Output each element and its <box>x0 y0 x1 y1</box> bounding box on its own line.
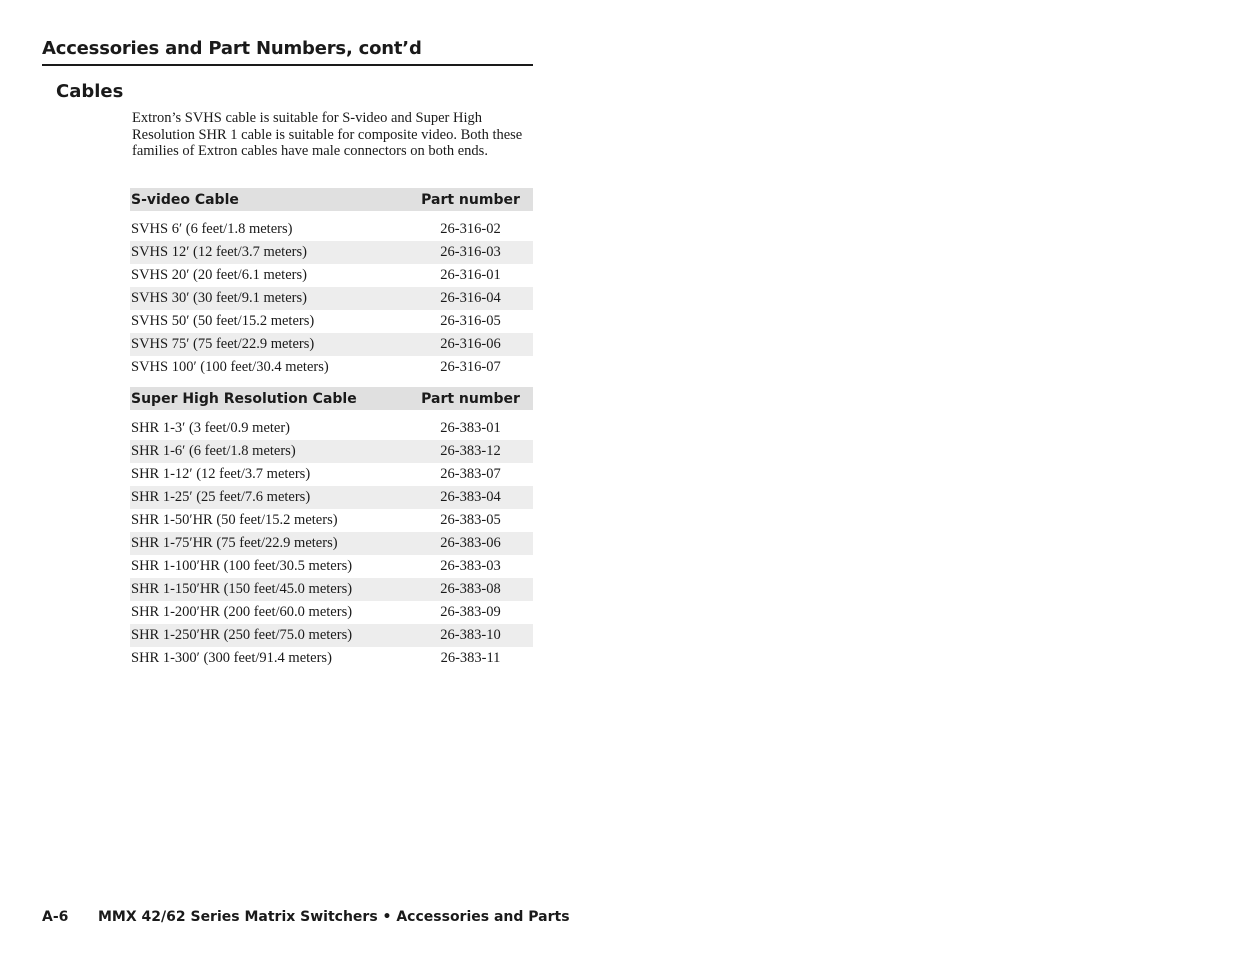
page-footer <box>42 909 570 925</box>
cable-name: SVHS 75′ (75 feet/22.9 meters) <box>131 336 315 352</box>
cable-name: SHR 1-150′HR (150 feet/45.0 meters) <box>131 581 353 597</box>
table-row <box>130 601 533 624</box>
table-row <box>130 624 533 647</box>
shr-cable-table <box>130 387 533 670</box>
svideo-cable-table <box>130 188 533 379</box>
part-number: 26-316-01 <box>440 267 501 283</box>
cable-name: SVHS 30′ (30 feet/9.1 meters) <box>131 290 307 306</box>
cable-name: SVHS 100′ (100 feet/30.4 meters) <box>131 359 329 375</box>
cable-name: SHR 1-250′HR (250 feet/75.0 meters) <box>131 627 353 643</box>
footer-title: MMX 42/62 Series Matrix Switchers • Accessories and Parts <box>98 909 570 925</box>
table-header <box>130 387 533 410</box>
table-header <box>130 188 533 211</box>
part-number: 26-316-06 <box>440 336 501 352</box>
part-number: 26-383-11 <box>440 650 501 666</box>
section-heading-cables: Cables <box>56 81 124 102</box>
table-row <box>130 241 533 264</box>
table-row <box>130 417 533 440</box>
column-header-cable: S-video Cable <box>131 191 239 208</box>
table-row <box>130 486 533 509</box>
page-heading: Accessories and Part Numbers, cont’d <box>42 36 533 66</box>
part-number: 26-316-04 <box>440 290 501 306</box>
cable-name: SHR 1-100′HR (100 feet/30.5 meters) <box>131 558 353 574</box>
part-number: 26-383-04 <box>440 489 501 505</box>
table-row <box>130 440 533 463</box>
cable-name: SHR 1-12′ (12 feet/3.7 meters) <box>131 466 311 482</box>
cable-name: SHR 1-75′HR (75 feet/22.9 meters) <box>131 535 338 551</box>
table-row <box>130 647 533 670</box>
cable-name: SVHS 12′ (12 feet/3.7 meters) <box>131 244 307 260</box>
table-row <box>130 509 533 532</box>
part-number: 26-316-02 <box>440 221 501 237</box>
cable-name: SHR 1-25′ (25 feet/7.6 meters) <box>131 489 311 505</box>
table-row <box>130 287 533 310</box>
part-number: 26-316-03 <box>440 244 501 260</box>
table-row <box>130 578 533 601</box>
table-row <box>130 218 533 241</box>
cable-name: SHR 1-6′ (6 feet/1.8 meters) <box>131 443 296 459</box>
table-row <box>130 532 533 555</box>
part-number: 26-383-09 <box>440 604 501 620</box>
part-number: 26-383-08 <box>440 581 501 597</box>
table-row <box>130 555 533 578</box>
part-number: 26-383-01 <box>440 420 501 436</box>
part-number: 26-383-07 <box>440 466 501 482</box>
table-row <box>130 264 533 287</box>
part-number: 26-383-12 <box>440 443 501 459</box>
cable-name: SHR 1-50′HR (50 feet/15.2 meters) <box>131 512 338 528</box>
part-number: 26-383-10 <box>440 627 501 643</box>
table-row <box>130 463 533 486</box>
column-header-part-number: Part number <box>421 191 520 208</box>
column-header-part-number: Part number <box>421 390 520 407</box>
table-row <box>130 310 533 333</box>
cable-name: SHR 1-3′ (3 feet/0.9 meter) <box>131 420 291 436</box>
part-number: 26-316-07 <box>440 359 501 375</box>
table-row <box>130 356 533 379</box>
table-row <box>130 333 533 356</box>
part-number: 26-383-03 <box>440 558 501 574</box>
intro-paragraph: Extron’s SVHS cable is suitable for S-video and Super High Resolution SHR 1 cable is suitable for composite video. Both these families of Extron cables have male connectors on both ends. <box>132 110 523 160</box>
part-number: 26-316-05 <box>440 313 501 329</box>
cable-name: SVHS 50′ (50 feet/15.2 meters) <box>131 313 315 329</box>
cable-name: SVHS 20′ (20 feet/6.1 meters) <box>131 267 307 283</box>
cable-name: SHR 1-300′ (300 feet/91.4 meters) <box>131 650 332 666</box>
page-number: A-6 <box>42 909 69 925</box>
part-number: 26-383-05 <box>440 512 501 528</box>
cable-name: SHR 1-200′HR (200 feet/60.0 meters) <box>131 604 353 620</box>
column-header-cable: Super High Resolution Cable <box>131 390 357 407</box>
cable-name: SVHS 6′ (6 feet/1.8 meters) <box>131 221 293 237</box>
part-number: 26-383-06 <box>440 535 501 551</box>
